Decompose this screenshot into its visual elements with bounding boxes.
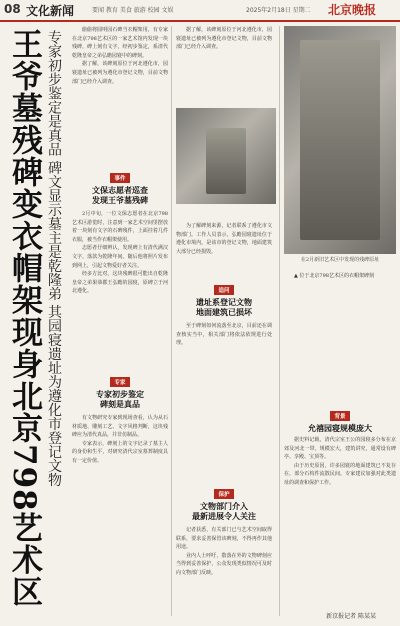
protect-title-line-1: 文物部门介入	[200, 501, 248, 511]
stele-image	[206, 128, 246, 194]
sub-headline: 专家初步鉴定是真品 碑文显示墓主是乾隆弟 其园寝遗址为遵化市登记文物	[46, 30, 62, 487]
intro-paragraph: 据了解，该碑刻原位于河北遵化市，园寝遗址已被列为遵化市登记文物，目前文物部门已经介入调查。	[176, 27, 272, 51]
event-paragraph: 2月中旬，一位文保志愿者在北京798艺术区游览时，注意到一家艺术空间里摆放着一块刻有文字的石碑残件，上面挂着几件衣服，被当作衣帽架使用。	[72, 211, 168, 243]
intro-text	[72, 26, 168, 86]
headline-column	[6, 28, 64, 618]
expert-title-line-2: 碑刻是真品	[100, 399, 140, 409]
header-rule	[0, 20, 400, 22]
page-number: 08	[4, 2, 21, 16]
event-paragraph: 经多方比对，这块残碑很可能出自乾隆皇帝之弟果恭郡王弘瞻的园寝，原碑立于河北遵化。	[72, 271, 168, 295]
expert-title-line-1: 专家初步鉴定	[96, 389, 144, 399]
column-divider	[279, 26, 280, 616]
page-title: 文化新闻	[26, 4, 75, 18]
background-section-title	[284, 410, 396, 433]
follow-section-title	[176, 284, 272, 317]
intro-paragraph: 据了解，该碑刻原位于河北遵化市，园寝遗址已被列为遵化市登记文物，目前文物部门已经介入调查。	[72, 61, 168, 85]
protect-section-title	[176, 488, 272, 521]
inscription-image	[300, 40, 380, 240]
section-nav: 要闻 教育 美食 旅游 校园 文娱	[92, 7, 174, 14]
follow-title-line-2: 地面建筑已损坏	[196, 307, 252, 317]
column-divider	[171, 26, 172, 616]
inscription-photo	[284, 26, 396, 254]
expert-body	[72, 414, 168, 466]
background-paragraph: 由于历史原因，许多园寝的地面建筑已不复存在，部分石构件流散民间。专家建议加强对此类遗址的调查和保护工作。	[284, 462, 396, 486]
photo-caption: 在2月新旧艺术区中发现的残碑原址	[300, 257, 380, 263]
expert-section-title	[72, 376, 168, 409]
intro-paragraph: 偷偷将圆明园石碑当衣帽架用，有专家在北京798艺术区的一家艺术馆内发现一块残碑，碑上刻有文字，经初步鉴定，系清代乾隆皇帝之弟弘瞻园寝中的碑刻。	[72, 27, 168, 59]
event-body	[72, 210, 168, 296]
expert-paragraph: 有文物研究专家到现场查看，认为从石材质地、雕刻工艺、文字风格判断，这块残碑应为清代真品，并非仿制品。	[72, 415, 168, 439]
expert-paragraph: 专家表示，碑刻上的文字记录了墓主人的身份和生平，对研究清代宗室墓葬制度具有一定价值。	[72, 440, 168, 464]
stele-photo	[176, 108, 276, 204]
event-title-line-2: 发现王爷墓残碑	[92, 195, 148, 205]
follow-title-line-1: 遗址系登记文物	[196, 297, 252, 307]
follow-intro	[176, 222, 272, 256]
event-paragraph: 志愿者仔细辨认，发现碑上有清代满汉文字，落款为乾隆年间。随后他将照片发布到网上，引起文物爱好者关注。	[72, 245, 168, 269]
issue-date: 2025年2月18日 星期二	[246, 7, 311, 14]
background-tag: 背景	[330, 411, 349, 421]
protect-title-line-2: 最新进展令人关注	[192, 511, 256, 521]
protect-body	[176, 526, 272, 578]
masthead	[0, 0, 400, 21]
follow-body	[176, 322, 272, 348]
background-title: 允禧园寝规模庞大	[308, 423, 372, 433]
protect-paragraph: 业内人士呼吁，散落在外的文物碑刻应当得到妥善保护，公众发现类似情况可及时向文物部门反映。	[176, 552, 272, 576]
background-body	[284, 436, 396, 488]
main-headline: 王爷墓残碑变衣帽架现身北京798艺术区	[6, 28, 42, 608]
event-tag: 事件	[110, 173, 129, 183]
author-signoff: 新京报记者 陈某某	[326, 613, 376, 620]
background-paragraph: 据史料记载，清代宗室王公的园寝多分布在京郊及河北一带，规模宏大，建筑讲究，通常设有碑亭、享殿、宝顶等。	[284, 437, 396, 461]
intro-continued	[176, 26, 272, 52]
follow-tag: 追问	[214, 285, 233, 295]
follow-paragraph: 为了解碑刻来源，记者联系了遵化市文物部门。工作人员表示，弘瞻园寝遗址位于遵化市境内，是该市的登记文物，地面建筑大部分已经损毁。	[176, 223, 272, 255]
caption-body	[284, 272, 396, 281]
protect-tag: 保护	[214, 489, 233, 499]
caption-paragraph: ▲ 位于北京798艺术区的衣帽架碑刻	[294, 273, 374, 279]
expert-tag: 专家	[110, 377, 129, 387]
event-section-title	[72, 172, 168, 205]
follow-paragraph: 至于碑刻如何流落至北京，目前还在调查核实当中，相关部门将依法依规进行处理。	[176, 323, 272, 347]
newspaper-logo: 北京晚报	[328, 3, 377, 17]
event-title-line-1: 文保志愿者巡查	[92, 185, 148, 195]
protect-paragraph: 记者获悉，有关部门已与艺术空间取得联系，要求妥善保管该碑刻，不得再作其他用途。	[176, 527, 272, 551]
